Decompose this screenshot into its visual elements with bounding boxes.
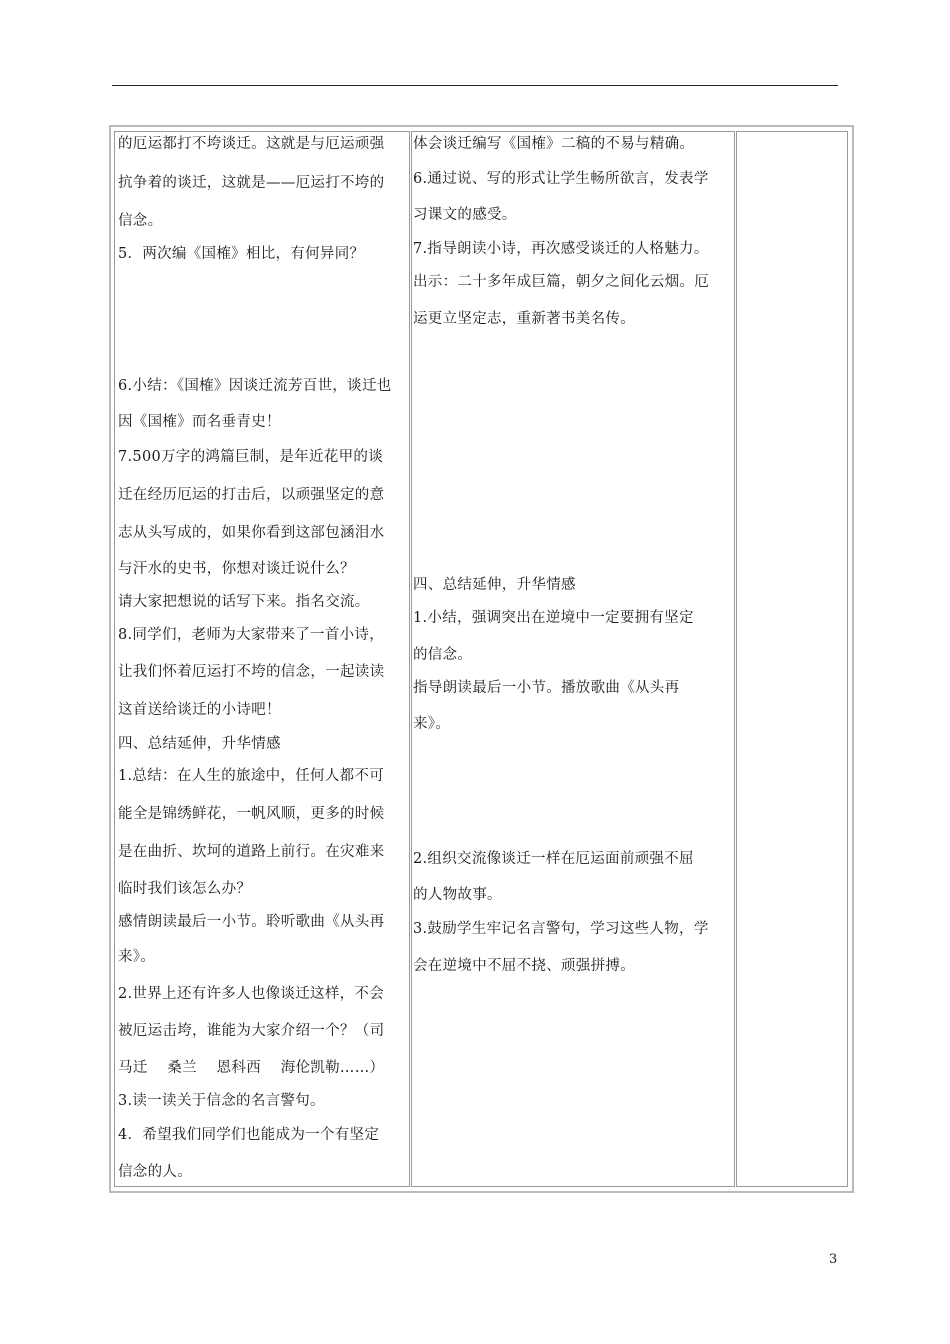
section-heading: 四、总结延伸，升华情感 (118, 736, 281, 752)
text-line: 临时我们该怎么办？ (118, 881, 252, 897)
text-line: 来》。 (413, 716, 451, 732)
text-line: 的信念。 (413, 647, 473, 663)
text-line: 6.小结：《国榷》因谈迁流芳百世，谈迁也 (118, 378, 392, 394)
text-line: 4．希望我们同学们也能成为一个有坚定 (118, 1127, 380, 1143)
text-line: 的人物故事。 (413, 887, 502, 903)
text-line: 8.同学们，老师为大家带来了一首小诗， (118, 627, 385, 643)
text-line: 2.世界上还有许多人也像谈迁这样，不会 (118, 986, 385, 1002)
header-rule (112, 85, 838, 86)
text-line: 信念。 (118, 213, 163, 229)
text-line: 信念的人。 (118, 1164, 192, 1180)
text-line: 运更立坚定志，重新著书美名传。 (413, 311, 635, 327)
text-line: 迁在经历厄运的打击后，以顽强坚定的意 (118, 487, 385, 503)
text-line: 6.通过说、写的形式让学生畅所欲言，发表学 (413, 171, 709, 187)
text-line: 的厄运都打不垮谈迁。这就是与厄运顽强 (118, 136, 385, 152)
text-line: 请大家把想说的话写下来。指名交流。 (118, 594, 370, 610)
text-line: 5．两次编《国榷》相比，有何异同？ (118, 246, 365, 262)
text-line: 指导朗读最后一小节。播放歌曲《从头再 (413, 680, 680, 696)
text-line: 感情朗读最后一小节。聆听歌曲《从头再 (118, 914, 385, 930)
text-line: 7.指导朗读小诗，再次感受谈迁的人格魅力。 (413, 241, 709, 257)
text-line: 来》。 (118, 949, 156, 965)
notes-cell (736, 131, 848, 1187)
text-line: 马迁 桑兰 恩科西 海伦凯勒……） (118, 1060, 385, 1076)
text-line: 1.小结，强调突出在逆境中一定要拥有坚定 (413, 610, 694, 626)
text-line: 2.组织交流像谈迁一样在厄运面前顽强不屈 (413, 851, 694, 867)
text-line: 因《国榷》而名垂青史！ (118, 414, 281, 430)
text-line: 习课文的感受。 (413, 207, 517, 223)
teaching-process-cell (114, 131, 410, 1187)
text-line: 出示：二十多年成巨篇，朝夕之间化云烟。厄 (413, 274, 709, 290)
text-line: 7.500万字的鸿篇巨制，是年近花甲的谈 (118, 449, 384, 465)
text-line: 被厄运击垮，谁能为大家介绍一个？（司 (118, 1023, 385, 1039)
text-line: 与汗水的史书，你想对谈迁说什么？ (118, 561, 355, 577)
text-line: 1.总结：在人生的旅途中，任何人都不可 (118, 768, 385, 784)
text-line: 是在曲折、坎坷的道路上前行。在灾难来 (118, 844, 385, 860)
text-line: 抗争着的谈迁，这就是——厄运打不垮的 (118, 175, 385, 191)
design-intent-cell (411, 131, 735, 1187)
lesson-plan-table (109, 125, 854, 1193)
text-line: 让我们怀着厄运打不垮的信念，一起读读 (118, 664, 385, 680)
text-line: 志从头写成的，如果你看到这部包涵泪水 (118, 525, 385, 541)
text-line: 3.读一读关于信念的名言警句。 (118, 1093, 325, 1109)
text-line: 3.鼓励学生牢记名言警句，学习这些人物，学 (413, 921, 709, 937)
text-line: 这首送给谈迁的小诗吧！ (118, 702, 281, 718)
text-line: 体会谈迁编写《国榷》二稿的不易与精确。 (413, 136, 695, 152)
text-line: 能全是锦绣鲜花，一帆风顺，更多的时候 (118, 806, 385, 822)
page-number: 3 (829, 1252, 838, 1267)
text-line: 会在逆境中不屈不挠、顽强拼搏。 (413, 958, 635, 974)
section-heading: 四、总结延伸，升华情感 (413, 577, 576, 593)
